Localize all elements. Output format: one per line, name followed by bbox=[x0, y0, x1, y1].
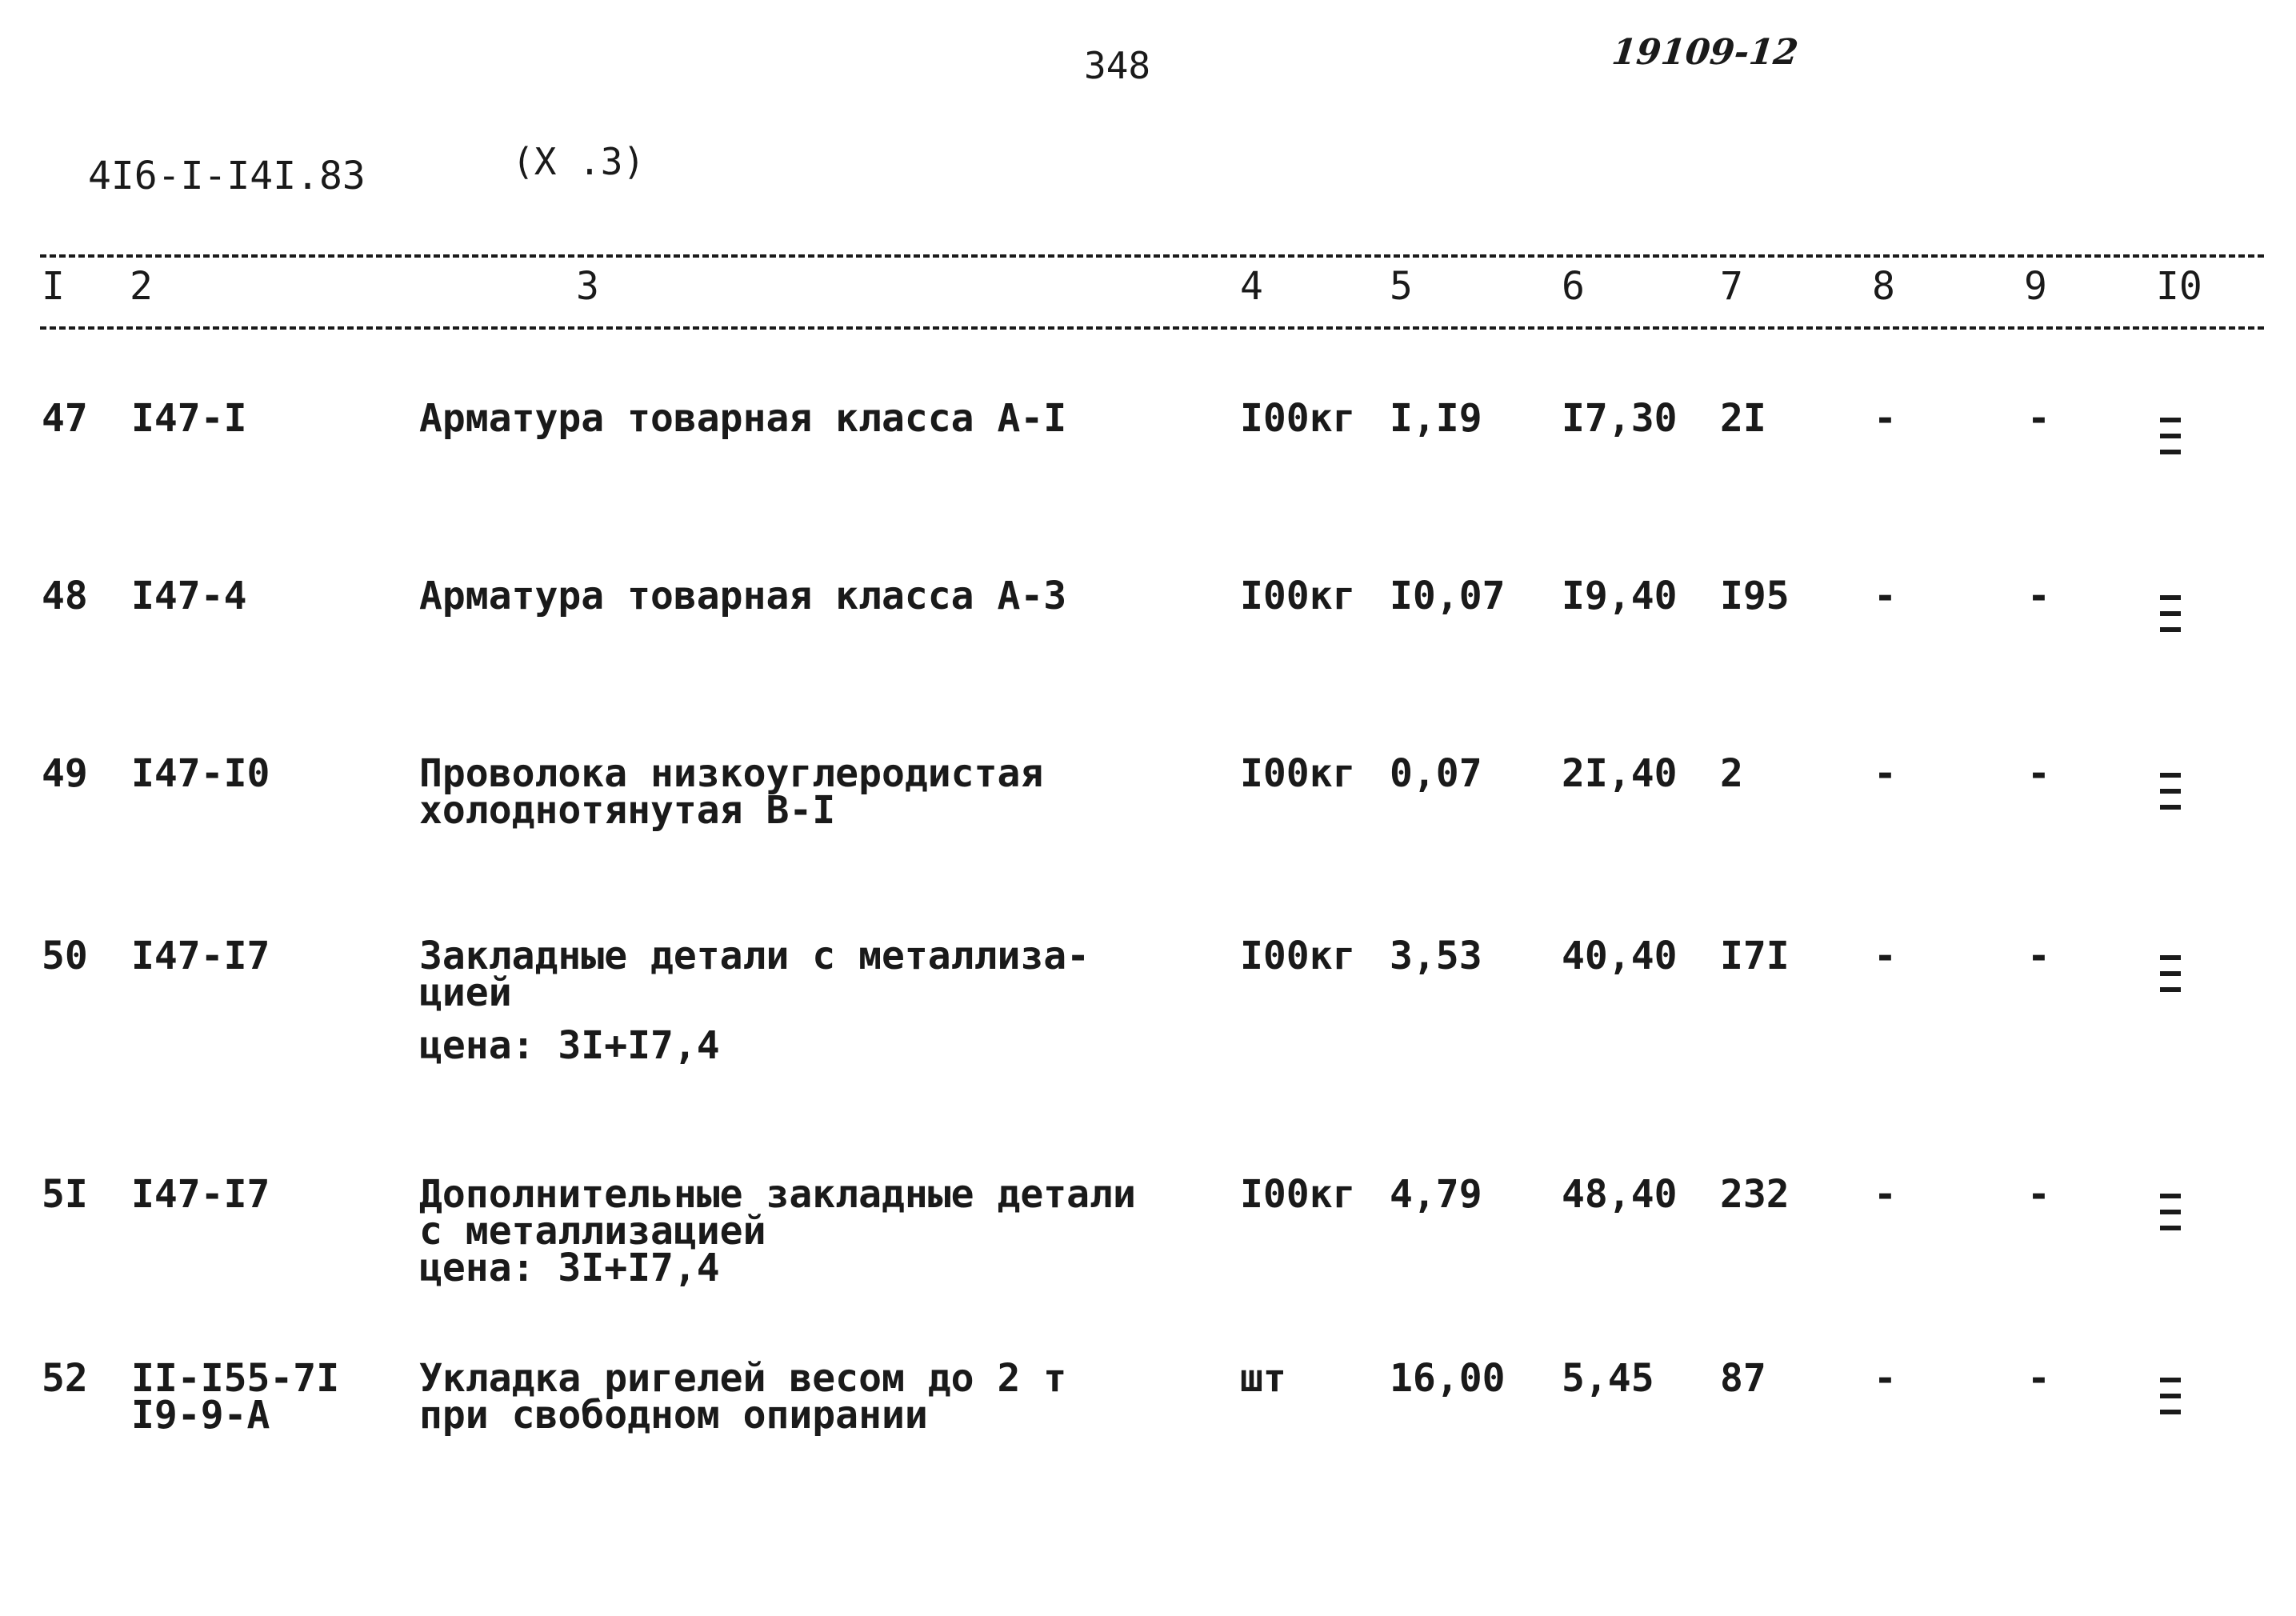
description-line: цена: 3I+I7,4 bbox=[419, 1246, 720, 1290]
code-cell bbox=[131, 1172, 270, 1217]
column-header-9: 9 bbox=[2024, 264, 2047, 309]
ditto-mark-icon bbox=[2160, 595, 2181, 635]
code-line: I47-I7 bbox=[131, 934, 270, 978]
unit-cell: I00кг bbox=[1240, 396, 1356, 441]
total-cell: I95 bbox=[1720, 574, 1790, 618]
code-cell bbox=[131, 396, 247, 441]
price-note: цена: 3I+I7,4 bbox=[419, 1023, 720, 1068]
unit-cost-cell: 40,40 bbox=[1562, 934, 1678, 978]
description-cell bbox=[419, 1172, 1136, 1290]
column-header-5: 5 bbox=[1390, 264, 1413, 309]
quantity-cell: 4,79 bbox=[1390, 1172, 1482, 1217]
quantity-cell: I0,07 bbox=[1390, 574, 1506, 618]
description-line: цией bbox=[419, 970, 512, 1015]
description-line: при свободном опирании bbox=[419, 1393, 928, 1438]
code-line: I9-9-А bbox=[131, 1393, 270, 1438]
description-cell bbox=[419, 396, 1067, 441]
code-cell bbox=[131, 751, 270, 796]
col9-cell: - bbox=[2027, 1172, 2050, 1217]
row-number: 49 bbox=[42, 751, 88, 796]
section-code: (X .3) bbox=[512, 140, 646, 183]
description-line: Проволока низкоуглеродистая bbox=[419, 751, 1044, 796]
row-number: 5I bbox=[42, 1172, 88, 1217]
ditto-mark-icon bbox=[2160, 1378, 2181, 1418]
code-line: II-I55-7I bbox=[131, 1356, 340, 1401]
column-header-1: I bbox=[42, 264, 65, 309]
unit-cell: I00кг bbox=[1240, 574, 1356, 618]
total-cell: 2I bbox=[1720, 396, 1766, 441]
column-header-3: 3 bbox=[576, 264, 599, 309]
col9-cell: - bbox=[2027, 934, 2050, 978]
code-line: I47-I0 bbox=[131, 751, 270, 796]
col9-cell: - bbox=[2027, 751, 2050, 796]
unit-cell: I00кг bbox=[1240, 1172, 1356, 1217]
unit-cost-cell: 48,40 bbox=[1562, 1172, 1678, 1217]
row-number: 47 bbox=[42, 396, 88, 441]
col8-cell: - bbox=[1874, 934, 1897, 978]
description-cell bbox=[419, 1356, 1067, 1438]
description-line: Арматура товарная класса А-I bbox=[419, 396, 1067, 441]
description-line: Дополнительные закладные детали bbox=[419, 1172, 1136, 1217]
description-line: Арматура товарная класса А-3 bbox=[419, 574, 1067, 618]
ditto-mark-icon bbox=[2160, 418, 2181, 458]
table-top-rule bbox=[40, 254, 2264, 258]
table-header-rule bbox=[40, 326, 2264, 330]
total-cell: 232 bbox=[1720, 1172, 1790, 1217]
description-cell bbox=[419, 574, 1067, 618]
document-code: 4I6-I-I4I.83 bbox=[88, 154, 366, 198]
ditto-mark-icon bbox=[2160, 773, 2181, 813]
column-header-2: 2 bbox=[130, 264, 153, 309]
code-cell bbox=[131, 934, 270, 978]
quantity-cell: I,I9 bbox=[1390, 396, 1482, 441]
description-cell bbox=[419, 751, 1044, 833]
description-cell bbox=[419, 934, 1090, 1068]
description-line: Укладка ригелей весом до 2 т bbox=[419, 1356, 1067, 1401]
code-cell bbox=[131, 574, 247, 618]
code-line: I47-I bbox=[131, 396, 247, 441]
column-header-6: 6 bbox=[1562, 264, 1585, 309]
column-header-7: 7 bbox=[1720, 264, 1743, 309]
row-number: 52 bbox=[42, 1356, 88, 1401]
ditto-mark-icon bbox=[2160, 955, 2181, 995]
unit-cost-cell: 2I,40 bbox=[1562, 751, 1678, 796]
ditto-mark-icon bbox=[2160, 1194, 2181, 1234]
row-number: 48 bbox=[42, 574, 88, 618]
col9-cell: - bbox=[2027, 1356, 2050, 1401]
quantity-cell: 0,07 bbox=[1390, 751, 1482, 796]
col8-cell: - bbox=[1874, 1356, 1897, 1401]
description-line: Закладные детали с металлиза- bbox=[419, 934, 1090, 978]
unit-cost-cell: 5,45 bbox=[1562, 1356, 1654, 1401]
quantity-cell: 16,00 bbox=[1390, 1356, 1506, 1401]
code-cell bbox=[131, 1356, 340, 1438]
column-header-10: I0 bbox=[2156, 264, 2202, 309]
column-header-8: 8 bbox=[1872, 264, 1895, 309]
row-number: 50 bbox=[42, 934, 88, 978]
col8-cell: - bbox=[1874, 751, 1897, 796]
archive-code: 19109-12 bbox=[1610, 32, 1801, 73]
col9-cell: - bbox=[2027, 574, 2050, 618]
unit-cell: I00кг bbox=[1240, 934, 1356, 978]
description-line: холоднотянутая В-I bbox=[419, 788, 836, 833]
col8-cell: - bbox=[1874, 574, 1897, 618]
total-cell: I7I bbox=[1720, 934, 1790, 978]
total-cell: 87 bbox=[1720, 1356, 1766, 1401]
col9-cell: - bbox=[2027, 396, 2050, 441]
description-line: с металлизацией bbox=[419, 1209, 766, 1254]
total-cell: 2 bbox=[1720, 751, 1743, 796]
unit-cell: шт bbox=[1240, 1356, 1286, 1401]
code-line: I47-4 bbox=[131, 574, 247, 618]
column-header-4: 4 bbox=[1240, 264, 1263, 309]
col8-cell: - bbox=[1874, 396, 1897, 441]
quantity-cell: 3,53 bbox=[1390, 934, 1482, 978]
col8-cell: - bbox=[1874, 1172, 1897, 1217]
page-number: 348 bbox=[1084, 44, 1151, 87]
code-line: I47-I7 bbox=[131, 1172, 270, 1217]
unit-cost-cell: I9,40 bbox=[1562, 574, 1678, 618]
unit-cell: I00кг bbox=[1240, 751, 1356, 796]
unit-cost-cell: I7,30 bbox=[1562, 396, 1678, 441]
